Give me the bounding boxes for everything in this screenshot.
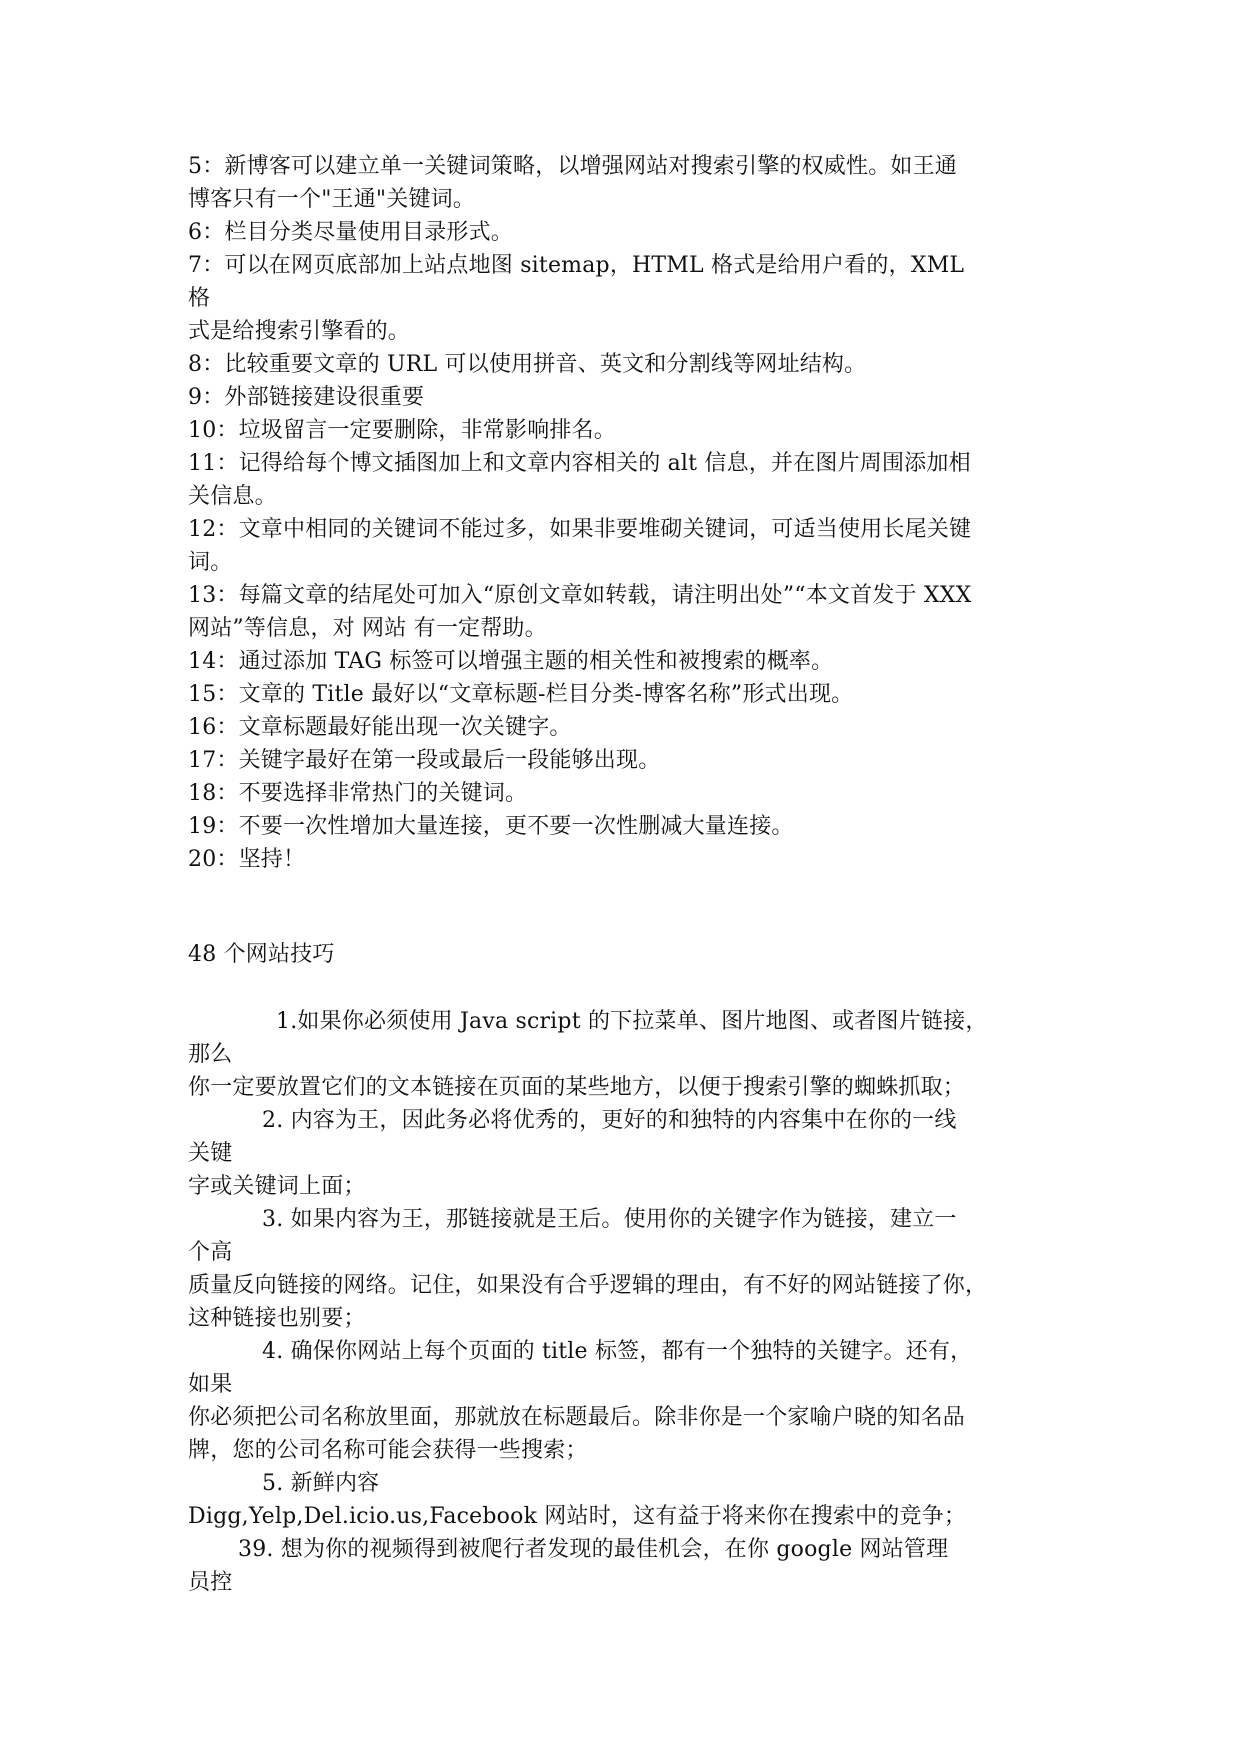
text-line: 9：外部链接建设很重要	[188, 385, 425, 410]
text-line: Digg,Yelp,Del.icio.us,Facebook 网站时，这有益于将来你在搜索中的竞争；	[188, 1504, 967, 1529]
text-line: 19：不要一次性增加大量连接，更不要一次性删减大量连接。	[188, 814, 794, 839]
text-line: 39. 想为你的视频得到被爬行者发现的最佳机会，在你 google 网站管理	[238, 1537, 949, 1562]
text-line: 个高	[188, 1240, 233, 1265]
document-body	[188, 150, 1058, 1599]
text-line: 7：可以在网页底部加上站点地图 sitemap，HTML 格式是给用户看的，XML	[188, 253, 965, 278]
text-line: 那么	[188, 1042, 233, 1067]
text-line: 网站”等信息，对 网站 有一定帮助。	[188, 616, 547, 641]
text-line: 14：通过添加 TAG 标签可以增强主题的相关性和被搜索的概率。	[188, 649, 834, 674]
text-line: 18：不要选择非常热门的关键词。	[188, 781, 528, 806]
text-line: 12：文章中相同的关键词不能过多，如果非要堆砌关键词，可适当使用长尾关键	[188, 517, 972, 542]
text-line: 1.如果你必须使用 Java script 的下拉菜单、图片地图、或者图片链接，	[276, 1009, 988, 1034]
text-line: 式是给搜索引擎看的。	[188, 319, 411, 344]
text-line: 13：每篇文章的结尾处可加入“原创文章如转载，请注明出处”“本文首发于 XXX	[188, 583, 972, 608]
text-line: 3. 如果内容为王，那链接就是王后。使用你的关键字作为链接，建立一	[262, 1207, 957, 1232]
spacer	[188, 971, 1058, 1005]
text-line: 17：关键字最好在第一段或最后一段能够出现。	[188, 748, 661, 773]
text-line: 如果	[188, 1372, 233, 1397]
text-line: 词。	[188, 550, 233, 575]
text-line: 这种链接也别要；	[188, 1306, 366, 1331]
text-line: 格	[188, 286, 211, 311]
text-line: 15：文章的 Title 最好以“文章标题-栏目分类-博客名称”形式出现。	[188, 682, 854, 707]
text-line: 字或关键词上面；	[188, 1174, 366, 1199]
text-line: 你必须把公司名称放里面，那就放在标题最后。除非你是一个家喻户晓的知名品	[188, 1405, 966, 1430]
text-line: 你一定要放置它们的文本链接在页面的某些地方，以便于搜索引擎的蜘蛛抓取；	[188, 1075, 966, 1100]
text-line: 16：文章标题最好能出现一次关键字。	[188, 715, 572, 740]
tips-list-part1	[188, 150, 1058, 876]
text-line: 11：记得给每个博文插图加上和文章内容相关的 alt 信息，并在图片周围添加相	[188, 451, 971, 476]
text-line: 5. 新鲜内容	[262, 1471, 380, 1496]
text-line: 20：坚持！	[188, 847, 306, 872]
text-line: 关信息。	[188, 484, 277, 509]
text-line: 2. 内容为王，因此务必将优秀的，更好的和独特的内容集中在你的一线	[262, 1108, 957, 1133]
text-line: 4. 确保你网站上每个页面的 title 标签，都有一个独特的关键字。还有，	[262, 1339, 973, 1364]
text-line: 6：栏目分类尽量使用目录形式。	[188, 220, 513, 245]
text-line: 8：比较重要文章的 URL 可以使用拼音、英文和分割线等网址结构。	[188, 352, 867, 377]
text-line: 10：垃圾留言一定要删除，非常影响排名。	[188, 418, 616, 443]
text-line: 员控	[188, 1570, 233, 1595]
text-line: 关键	[188, 1141, 233, 1166]
text-line: 博客只有一个"王通"关键词。	[188, 187, 476, 212]
text-line: 5：新博客可以建立单一关键词策略，以增强网站对搜索引擎的权威性。如王通	[188, 154, 957, 179]
text-line: 牌，您的公司名称可能会获得一些搜索；	[188, 1438, 588, 1463]
tips-list-part2	[188, 1005, 1058, 1599]
section-title: 48 个网站技巧	[188, 942, 335, 967]
spacer	[188, 876, 1058, 938]
text-line: 质量反向链接的网络。记住，如果没有合乎逻辑的理由，有不好的网站链接了你，	[188, 1273, 988, 1298]
